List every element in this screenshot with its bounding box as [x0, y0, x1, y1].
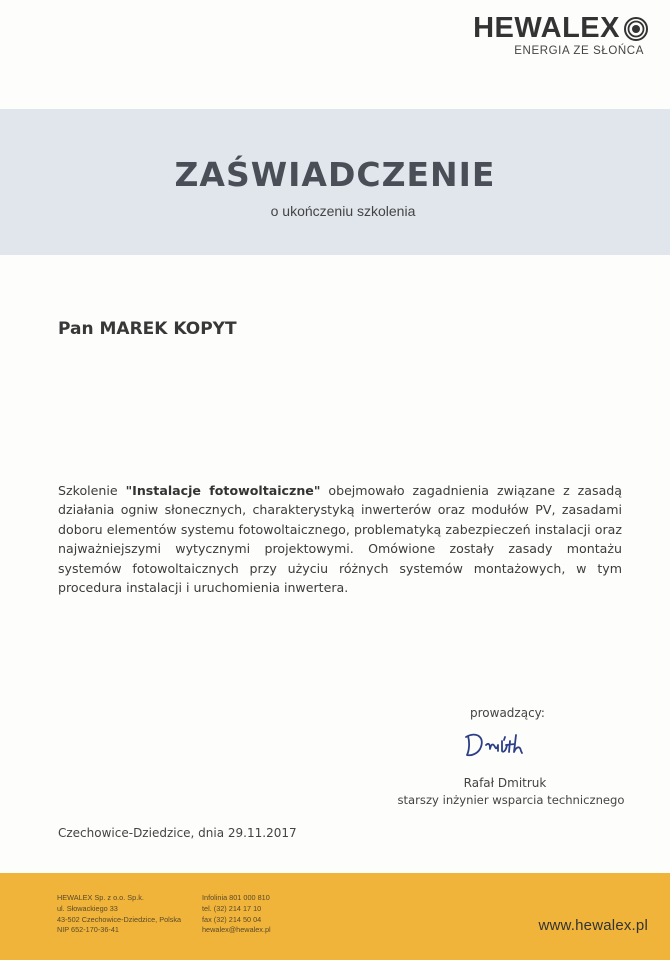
company-line: 43-502 Czechowice-Dziedzice, Polska [57, 914, 182, 924]
certificate-title: ZAŚWIADCZENIE [174, 155, 496, 194]
signature-label: prowadzący: [470, 706, 545, 720]
contact-line: hewalex@hewalex.pl [202, 925, 271, 935]
signatory-role: starszy inżynier wsparcia technicznego [397, 793, 625, 807]
place-and-date: Czechowice-Dziedzice, dnia 29.11.2017 [58, 826, 297, 840]
recipient-name: Pan MAREK KOPYT [58, 319, 237, 339]
contact-line: Infolinia 801 000 810 [202, 893, 270, 902]
footer [0, 873, 670, 960]
company-address [57, 893, 181, 936]
company-line: HEWALEX Sp. z o.o. Sp.k. [57, 893, 144, 902]
contact-line: fax (32) 214 50 04 [202, 914, 262, 924]
body-intro: Szkolenie [58, 483, 126, 498]
course-description [58, 481, 622, 597]
course-name: "Instalacje fotowoltaiczne" [125, 483, 321, 498]
brand-name: HEWALEX [473, 12, 620, 44]
company-line: NIP 652-170-36-41 [57, 925, 119, 935]
handwritten-signature [462, 727, 540, 761]
company-line: ul. Słowackiego 33 [57, 903, 118, 913]
website-url: www.hewalex.pl [538, 917, 648, 934]
contact-line: tel. (32) 214 17 10 [202, 903, 262, 913]
company-contact [202, 893, 271, 936]
hewalex-logo [473, 12, 648, 57]
body-rest: obejmowało zagadnienia związane z zasadą działania ogniw słonecznych, charakterystyką inwerterów oraz modułów PV, zasadami doboru elementów systemu fotowoltaicznego, problematyką zabezpieczeń instalacji oraz najważniejszymi wytycznymi projektowymi. Omówione zostały zasady montażu systemów fotowoltaicznych przy użyciu różnych systemów montażowych, w tym procedura instalacji i uruchomienia inwertera. [58, 483, 622, 596]
brand-tagline: ENERGIA ZE SŁOŃCA [514, 45, 644, 57]
sun-spiral-icon [624, 17, 648, 41]
certificate-subtitle: o ukończeniu szkolenia [270, 203, 416, 219]
signatory-name: Rafał Dmitruk [463, 776, 547, 790]
